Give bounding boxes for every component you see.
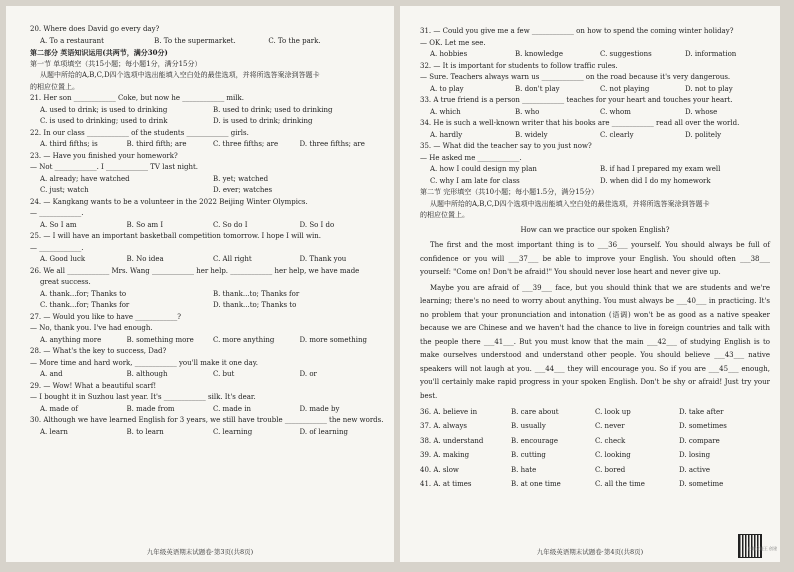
q22-option-a: A. third fifths; is xyxy=(40,140,98,148)
q23-text-1: 23. — Have you finished your homework? xyxy=(30,151,178,160)
q29-option-a: A. made of xyxy=(40,404,78,413)
cloze-row-38 xyxy=(420,434,770,448)
q25-text-1: 25. — I will have an important basketball competition tomorrow. I hope I will win. xyxy=(30,232,321,240)
cloze-38-option-d: D. compare xyxy=(679,436,720,445)
q33-text-1: 33. A true friend is a person ____________ teaches for your heart and touches your heart. xyxy=(420,96,733,104)
q25-option-a: A. Good luck xyxy=(40,255,86,263)
cloze-38-option-c: C. check xyxy=(595,436,626,445)
q26-option-a: A. thank...for; Thanks to xyxy=(40,289,127,298)
cloze-39-option-d: D. losing xyxy=(679,451,711,460)
q21-option-b: B. used to drink; used to drinking xyxy=(213,105,333,114)
q35-option-a: A. how I could design my plan xyxy=(430,165,537,173)
q28-option-b: B. although xyxy=(126,370,168,378)
page-4-footer: 九年级英语期末试题卷·第4页(共8页) xyxy=(536,548,644,556)
q34-text-1: 34. He is such a well-known writer that his books are ____________ read all over the world. xyxy=(420,119,740,127)
q33-option-c: C. whom xyxy=(600,107,631,116)
q21-text-1: 21. Her son ____________ Coke, but now he ____________ milk. xyxy=(30,94,244,102)
q27-option-c: C. more anything xyxy=(213,335,275,344)
q20-option-c: C. To the park. xyxy=(268,36,321,45)
q35-option-b: B. if had I prepared my exam well xyxy=(600,165,721,173)
q23-options-row2 xyxy=(30,185,386,197)
q31-options xyxy=(420,49,770,61)
q24-option-a: A. So I am xyxy=(40,220,77,229)
q33-option-d: D. whose xyxy=(685,107,718,116)
q31-option-b: B. knowledge xyxy=(515,50,564,58)
cloze-row-36 xyxy=(420,405,770,419)
q28-option-a: A. and xyxy=(40,370,63,378)
q32-option-a: A. to play xyxy=(430,84,464,93)
q25-text-2: — ____________. xyxy=(30,243,84,252)
q28-option-d: D. or xyxy=(299,370,317,378)
q34-option-d: D. politely xyxy=(685,130,722,139)
q25-option-b: B. No idea xyxy=(126,255,164,263)
q21-options-row2 xyxy=(30,116,386,128)
q35-options xyxy=(420,164,770,176)
q35-option-d: D. when did I do my homework xyxy=(600,176,711,185)
q35-text-2: — He asked me ____________. xyxy=(420,153,522,162)
q24-text-1: 24. — Kangkang wants to be a volunteer in the 2022 Beijing Winter Olympics. xyxy=(30,197,308,206)
q29-option-d: D. made by xyxy=(299,404,340,413)
q28-options xyxy=(30,369,386,381)
page-4 xyxy=(400,6,780,562)
right-question-list xyxy=(420,26,770,187)
q35-options-row2 xyxy=(420,176,770,188)
page-4-content xyxy=(420,26,770,491)
cloze-39-option-b: B. cutting xyxy=(511,451,546,460)
cloze-40-option-d: D. active xyxy=(679,465,711,474)
cloze-options xyxy=(420,405,770,491)
page-3-footer: 九年级英语期末试题卷·第3页(共8页) xyxy=(146,548,254,556)
q35-text-1: 35. — What did the teacher say to you just now? xyxy=(420,142,592,150)
q24-option-b: B. So am I xyxy=(126,220,164,229)
q23-option-a: A. already; have watched xyxy=(40,174,130,183)
q31-text-2: — OK. Let me see. xyxy=(420,38,486,47)
q29-option-b: B. made from xyxy=(126,404,175,413)
section2-title: 第二节 完形填空（共10小题；每小题1.5分，满分15分） xyxy=(420,188,599,196)
q20-option-b: B. To the supermarket. xyxy=(154,36,236,45)
q33-option-a: A. which xyxy=(430,107,461,116)
q26-text-1: 26. We all ____________ Mrs. Wang ____________ her help. ____________ her help, we have made xyxy=(30,266,360,275)
cloze-36-option-a: 36. A. believe in xyxy=(420,408,478,416)
q23-option-c: C. just; watch xyxy=(40,186,89,194)
q24-options xyxy=(30,220,386,232)
q32-option-c: C. not playing xyxy=(600,84,650,93)
cloze-39-option-c: C. looking xyxy=(595,451,631,460)
q30-option-c: C. learning xyxy=(213,427,253,436)
q22-options xyxy=(30,139,386,151)
q34-option-b: B. widely xyxy=(515,130,548,139)
q25-option-d: D. Thank you xyxy=(299,255,347,263)
page-3 xyxy=(6,6,394,562)
page-3-content xyxy=(30,24,386,438)
q21-option-c: C. is used to drinking; used to drink xyxy=(40,117,168,125)
left-question-list xyxy=(30,93,386,438)
q33-option-b: B. who xyxy=(515,107,540,116)
q31-option-c: C. suggestions xyxy=(600,50,652,58)
q31-text-1: 31. — Could you give me a few ____________ on how to spend the coming winter holiday? xyxy=(420,27,734,35)
q30-options xyxy=(30,427,386,439)
q27-text-1: 27. — Would you like to have ____________? xyxy=(30,312,181,321)
cloze-41-option-d: D. sometime xyxy=(679,479,724,488)
section1-instruction-cont: 的相应位置上。 xyxy=(30,82,79,91)
cloze-38-option-b: B. encourage xyxy=(511,436,559,445)
cloze-39-option-a: 39. A. making xyxy=(420,451,470,460)
q25-options xyxy=(30,254,386,266)
q32-text-1: 32. — It is important for students to follow traffic rules. xyxy=(420,61,618,70)
section2-instruction-cont: 的相应位置上。 xyxy=(420,211,469,219)
cloze-37-option-a: 37. A. always xyxy=(420,422,467,431)
q32-option-b: B. don't play xyxy=(515,84,560,93)
cloze-41-option-b: B. at one time xyxy=(511,479,561,488)
q29-text-2: — I bought it in Suzhou last year. It's ____________ silk. It's dear. xyxy=(30,393,256,401)
q21-option-d: D. is used to drink; drinking xyxy=(213,117,313,125)
q28-text-1: 28. — What's the key to success, Dad? xyxy=(30,347,167,355)
cloze-41-option-a: 41. A. at times xyxy=(420,479,472,488)
cloze-row-40 xyxy=(420,463,770,477)
q27-option-d: D. more something xyxy=(299,335,368,344)
cloze-37-option-d: D. sometimes xyxy=(679,422,727,431)
cloze-row-41 xyxy=(420,477,770,491)
q22-option-b: B. third fifth; are xyxy=(126,140,187,148)
q30-text-1: 30. Although we have learned English for 3 years, we still have trouble ____________ the new words. xyxy=(30,416,384,424)
section2-instruction: 从题中所给的A,B,C,D四个选项中选出能填入空白处的最佳选项，并将所选答案涂到答题卡 xyxy=(430,199,710,208)
q26-options xyxy=(30,289,386,301)
cloze-36-option-d: D. take after xyxy=(679,408,724,416)
q29-option-c: C. made in xyxy=(213,404,251,413)
q20-option-a: A. To a restaurant xyxy=(40,36,104,45)
q30-option-a: A. learn xyxy=(40,427,68,436)
q35-option-c: C. why I am late for class xyxy=(430,176,520,185)
cloze-row-37 xyxy=(420,419,770,433)
cloze-38-option-a: 38. A. understand xyxy=(420,436,484,445)
q27-text-2: — No, thank you. I've had enough. xyxy=(30,324,153,332)
part2-title: 第二部分 英语知识运用(共两节，满分30分) xyxy=(30,48,168,57)
q32-option-d: D. not to play xyxy=(685,84,733,93)
q30-option-b: B. to learn xyxy=(126,427,164,436)
section1-title: 第一节 单项填空（共15小题；每小题1分，满分15分） xyxy=(30,59,202,68)
q26-option-c: C. thank...for; Thanks for xyxy=(40,301,130,309)
cloze-row-39 xyxy=(420,448,770,462)
passage-paragraph-2: Maybe you are afraid of ___39___ face, but you should think that we are students and we're learning; there's no need to worry about anything. You must always be ___40___ in practicing. It's no problem that your pronunciation and intonation (语调) won't be as good as a native speaker because we are Chinese and we haven't had the chance to live in foreign countries and talk with the people there ___41___. But you must know that the main ___42___ of studying English is to make ourselves understood and understand other people. You should believe ___43___ native speakers will not laugh at you. ___44___ they will encourage you. So if you are ___45___ enough, you'll certainly make rapid progress in your spoken English. Don't be shy or afraid! Just try your best. xyxy=(420,283,770,400)
q29-text-1: 29. — Wow! What a beautiful scarf! xyxy=(30,381,157,390)
cloze-40-option-c: C. bored xyxy=(595,465,626,474)
q32-text-2: — Sure. Teachers always warn us ____________ on the road because it's very dangerous. xyxy=(420,73,731,81)
cloze-41-option-c: C. all the time xyxy=(595,479,645,488)
q28-text-2: — More time and hard work, ____________ you'll make it one day. xyxy=(30,358,258,367)
passage-title: How can we practice our spoken English? xyxy=(520,225,670,234)
q22-option-d: D. three fifths; are xyxy=(299,140,365,148)
q30-option-d: D. of learning xyxy=(299,427,348,436)
q22-text-1: 22. In our class ____________ of the students ____________ girls. xyxy=(30,128,249,137)
q32-options xyxy=(420,84,770,96)
cloze-36-option-b: B. care about xyxy=(511,408,559,416)
q28-option-c: C. but xyxy=(213,370,235,378)
cloze-40-option-b: B. hate xyxy=(511,465,537,474)
q24-text-2: — ____________. xyxy=(30,209,84,217)
q26-option-d: D. thank...to; Thanks to xyxy=(213,301,297,309)
q26-option-b: B. thank...to; Thanks for xyxy=(213,289,300,298)
passage-paragraph-1: The first and the most important thing is to ___36___ yourself. You should always be full of confidence or you will ___37___ be able to improve your English. You should often ___38___ yourself: "Come on! Don't be afraid!" You should never lose heart and never give up. xyxy=(420,241,770,276)
q27-options xyxy=(30,335,386,347)
cloze-36-option-c: C. look up xyxy=(595,408,631,416)
q22-option-c: C. three fifths; are xyxy=(213,140,279,148)
cloze-40-option-a: 40. A. slow xyxy=(420,465,459,474)
q20-stem: 20. Where does David go every day? xyxy=(30,25,160,33)
q34-options xyxy=(420,130,770,142)
q29-options xyxy=(30,404,386,416)
section1-instruction: 从题中所给的A,B,C,D四个选项中选出能填入空白处的最佳选项，并将所选答案涂到答题卡 xyxy=(40,71,320,79)
q21-option-a: A. used to drink; is used to drinking xyxy=(40,105,168,114)
q23-option-d: D. ever; watches xyxy=(213,186,273,194)
q23-option-b: B. yet; watched xyxy=(213,174,269,183)
q34-option-c: C. clearly xyxy=(600,130,634,139)
q24-option-d: D. So I do xyxy=(299,220,335,229)
q24-option-c: C. So do I xyxy=(213,220,248,229)
cloze-37-option-c: C. never xyxy=(595,422,625,431)
q25-option-c: C. All right xyxy=(213,255,252,263)
q26-options-row2 xyxy=(30,300,386,312)
cloze-37-option-b: B. usually xyxy=(511,422,546,431)
q31-option-a: A. hobbies xyxy=(430,50,468,58)
q23-options xyxy=(30,174,386,186)
q26-text-2: great success. xyxy=(40,278,91,286)
q33-options xyxy=(420,107,770,119)
q27-option-a: A. anything more xyxy=(40,335,102,344)
q31-option-d: D. information xyxy=(685,50,737,58)
q20-options xyxy=(30,36,386,48)
q21-options xyxy=(30,105,386,117)
q27-option-b: B. something more xyxy=(126,335,194,344)
scanner-watermark: 扫描全能王 创建 xyxy=(747,546,777,551)
q34-option-a: A. hardly xyxy=(430,130,463,139)
q23-text-2: — Not ____________. I ____________ TV last night. xyxy=(30,163,199,171)
